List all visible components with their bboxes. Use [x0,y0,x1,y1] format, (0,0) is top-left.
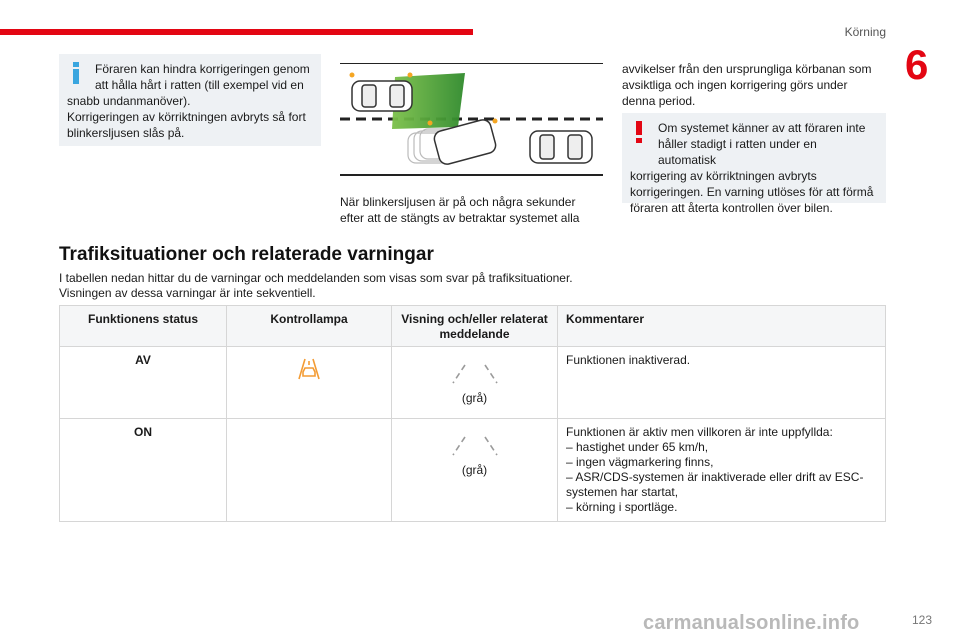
display-note: (grå) [461,463,488,477]
table-row [60,346,885,418]
text-line: denna period. [622,94,696,108]
section-title: Trafiksituationer och relaterade varningar [59,244,434,265]
lane-correction-illustration [340,63,603,178]
intro-line: Visningen av dessa varningar är inte sekventiell. [59,286,316,300]
warning-line: korrigeringen. En varning utlöses för att förmå [630,185,874,199]
comment-cell [557,419,885,521]
warning-line: Om systemet känner av att föraren inte [658,121,866,135]
text-line: avvikelser från den ursprungliga körbanan som [622,62,872,76]
warning-line: håller stadigt i ratten under en automatisk [658,137,817,167]
text-line: efter att de stängts av betraktar systemet alla [340,211,580,225]
intro-line: I tabellen nedan hittar du de varningar och meddelanden som visas som svar på trafiksituationer. [59,271,573,285]
comment-line: – ASR/CDS-systemen är inaktiverade eller drift av ESC- [566,470,864,484]
section-intro [59,271,879,301]
lamp-cell [226,347,391,418]
comment-line: – hastighet under 65 km/h, [566,440,709,454]
lane-lines-icon [449,433,501,459]
lane-lines-icon [449,361,501,387]
middle-paragraph [340,194,605,226]
info-line: blinkersljusen slås på. [67,126,185,140]
comment-cell: Funktionen inaktiverad. [557,347,885,418]
table-row [60,418,885,521]
section-name: Körning [844,25,886,39]
warning-line: korrigering av körriktningen avbryts [630,169,817,183]
comment-line: systemen har startat, [566,485,679,499]
warning-line: föraren att återta kontrollen över bilen. [630,201,833,215]
header-lamp: Kontrollampa [226,306,391,346]
warning-exclamation-icon [632,121,646,143]
status-cell: ON [134,425,152,439]
header-display-line: Visning och/eller relaterat [401,312,548,326]
lane-assist-warning-icon [296,357,322,381]
info-line: snabb undanmanöver). [67,94,191,108]
header-display-line: meddelande [439,327,510,341]
table-header-row [60,306,885,346]
warnings-table [59,305,886,522]
header-comments: Kommentarer [557,306,885,346]
info-icon [69,62,83,84]
info-line: Korrigeringen av körriktningen avbryts så fort [67,110,306,124]
info-line: att hålla hårt i ratten (till exempel vid en [95,78,304,92]
header-display [391,306,557,346]
watermark: carmanualsonline.info [643,612,860,634]
info-line: Föraren kan hindra korrigeringen genom [95,62,310,76]
info-box [59,54,321,146]
chapter-number: 6 [905,41,929,88]
right-paragraph [622,61,886,109]
lamp-cell [226,419,391,521]
comment-line: Funktionen är aktiv men villkoren är inte uppfyllda: [566,425,833,439]
page-number: 123 [911,613,932,627]
comment-line: – ingen vägmarkering finns, [566,455,714,469]
display-cell [391,347,557,418]
accent-bar [0,29,473,35]
display-note: (grå) [461,391,488,405]
status-cell: AV [135,353,151,367]
text-line: När blinkersljusen är på och några sekunder [340,195,576,209]
comment-line: – körning i sportläge. [566,500,678,514]
text-line: avsiktliga och ingen korrigering görs under [622,78,848,92]
car-icon [352,81,412,111]
display-cell [391,419,557,521]
header-status: Funktionens status [60,306,226,346]
warning-box [622,113,886,215]
